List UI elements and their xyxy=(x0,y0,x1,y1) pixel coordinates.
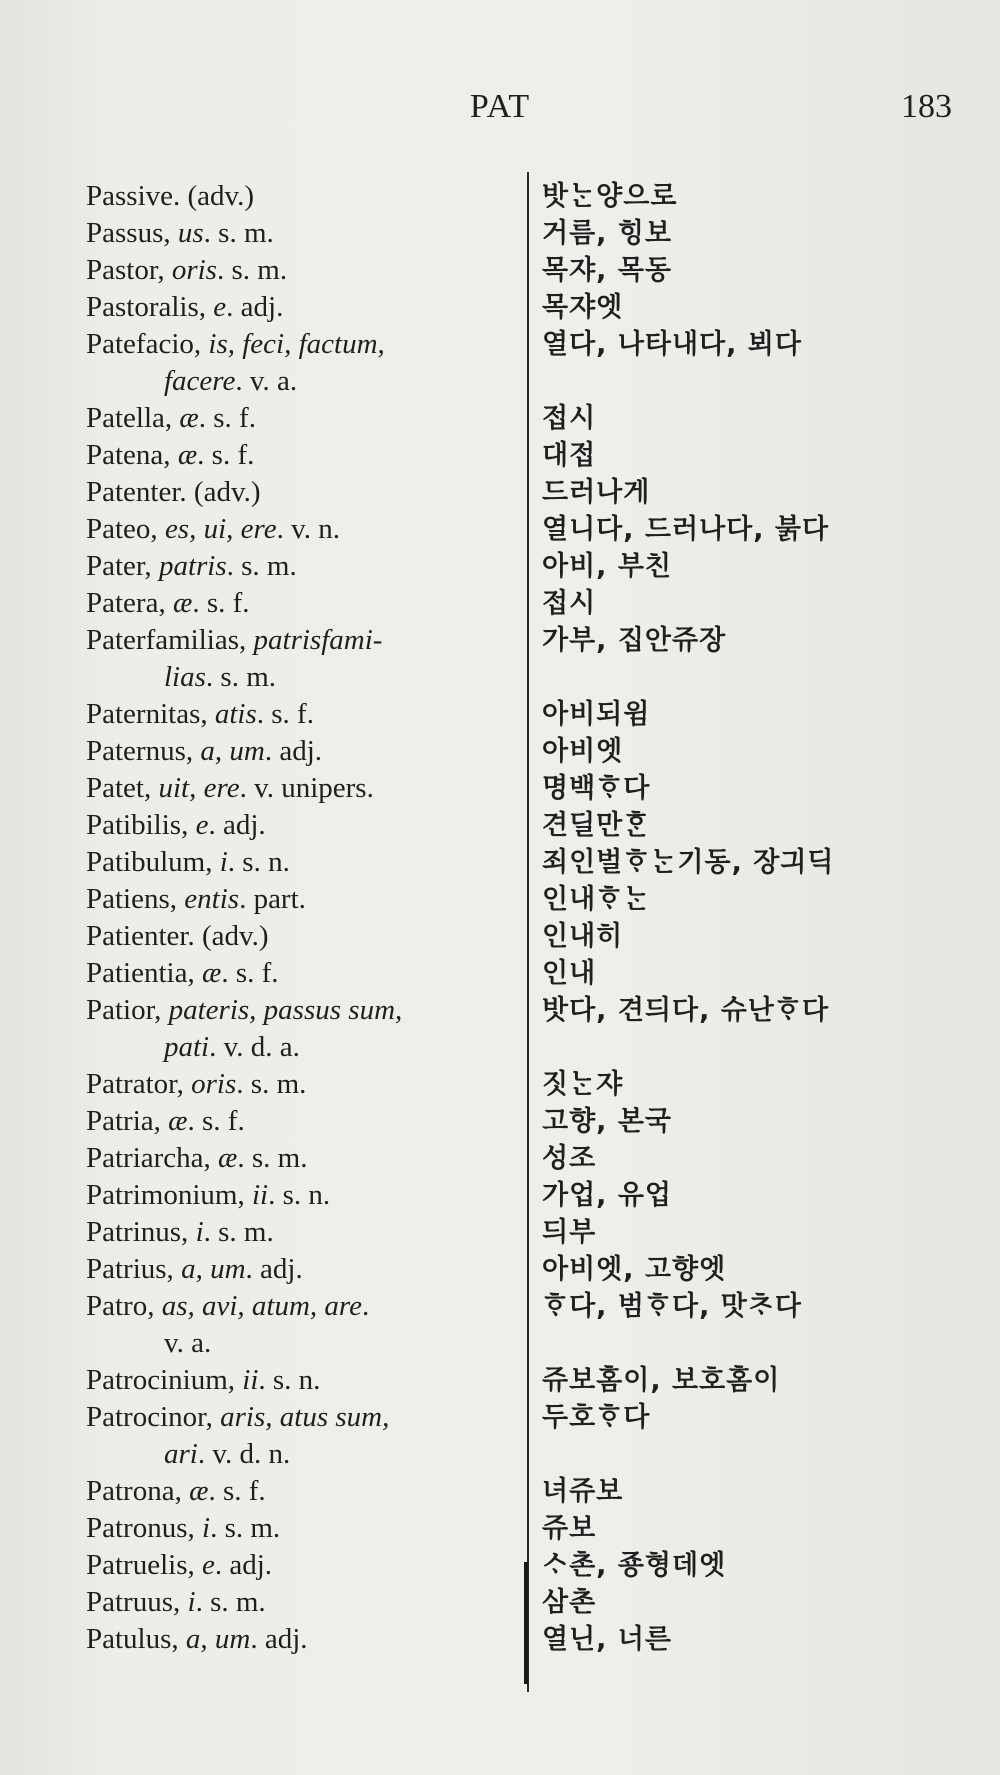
latin-headword-line xyxy=(86,807,518,844)
grammar-label: . s. n. xyxy=(258,1364,321,1396)
latin-headword-line xyxy=(86,474,518,511)
dictionary-entry xyxy=(0,1547,1000,1584)
inflection: oris xyxy=(191,1068,237,1100)
headword: Patella, xyxy=(86,402,180,434)
korean-definition: 인내히 xyxy=(542,921,624,952)
dictionary-entry xyxy=(0,844,1000,881)
inflection: us xyxy=(177,217,204,249)
dictionary-entry xyxy=(0,733,1000,770)
korean-definition: 인내ᄒᆞᄂᆞᆫ xyxy=(542,884,651,915)
latin-headword-line xyxy=(86,1473,518,1510)
grammar-label: (adv.) xyxy=(186,476,261,508)
headword: Patro, xyxy=(86,1290,162,1322)
grammar-label: . v. a. xyxy=(235,365,298,397)
korean-definition: 듸부 xyxy=(542,1217,597,1248)
korean-definition: 아비엣 xyxy=(542,736,624,767)
korean-definition: 명백ᄒᆞ다 xyxy=(542,773,651,804)
inflection: lias xyxy=(164,661,206,693)
inflection: a, um xyxy=(185,1623,251,1655)
latin-headword-line xyxy=(86,252,518,289)
inflection: e xyxy=(213,291,227,323)
inflection: atis xyxy=(214,698,257,730)
latin-headword-line xyxy=(86,770,518,807)
headword: Patena, xyxy=(86,439,178,471)
latin-headword-line xyxy=(86,326,518,400)
grammar-label: . s. m. xyxy=(237,1142,308,1174)
inflection: ii xyxy=(251,1179,269,1211)
grammar-label: . s. f. xyxy=(197,439,255,471)
korean-definition: 짓ᄂᆞᆫ쟈 xyxy=(542,1069,624,1100)
dictionary-entry xyxy=(0,289,1000,326)
dictionary-entry xyxy=(0,955,1000,992)
headword: Patrius, xyxy=(86,1253,182,1285)
latin-headword-line xyxy=(86,1066,518,1103)
dictionary-entry xyxy=(0,474,1000,511)
headword: Pastor, xyxy=(86,254,172,286)
grammar-label: . s. m. xyxy=(203,217,274,249)
grammar-label: (adv.) xyxy=(194,920,269,952)
headword: Patrimonium, xyxy=(86,1179,252,1211)
headword: Patibulum, xyxy=(86,846,220,878)
latin-headword-line xyxy=(86,1399,518,1473)
grammar-label: . adj. xyxy=(214,1549,273,1581)
headword: Patria, xyxy=(86,1105,169,1137)
grammar-label: . v. unipers. xyxy=(239,772,374,804)
korean-definition: 밧다, 견듸다, 슈난ᄒᆞ다 xyxy=(542,995,830,1026)
dictionary-entry xyxy=(0,881,1000,918)
dictionary-entry xyxy=(0,585,1000,622)
grammar-label: . adj. xyxy=(264,735,323,767)
inflection: oris xyxy=(171,254,217,286)
inflection: æ xyxy=(172,587,193,619)
latin-headword-line xyxy=(86,511,518,548)
dictionary-entry xyxy=(0,1251,1000,1288)
inflection: e xyxy=(195,809,209,841)
latin-headword-line xyxy=(86,955,518,992)
running-head: PAT xyxy=(469,88,531,125)
grammar-label: . s. m. xyxy=(205,661,276,693)
dictionary-entry xyxy=(0,622,1000,696)
dictionary-entry xyxy=(0,807,1000,844)
latin-headword-line xyxy=(86,178,518,215)
headword: Patefacio, xyxy=(86,328,209,360)
grammar-label: . s. f. xyxy=(192,587,250,619)
grammar-label: v. a. xyxy=(164,1327,212,1359)
latin-headword-line xyxy=(86,1214,518,1251)
grammar-label: . s. f. xyxy=(208,1475,266,1507)
korean-definition: 가업, 유업 xyxy=(542,1180,672,1211)
latin-headword-line xyxy=(86,918,518,955)
headword: Patibilis, xyxy=(86,809,196,841)
korean-definition: ᄒᆞ다, 범ᄒᆞ다, 맛ᄎᆞ다 xyxy=(542,1291,802,1322)
inflection: ari xyxy=(164,1438,198,1470)
headword-continuation xyxy=(86,363,518,400)
dictionary-entry xyxy=(0,696,1000,733)
latin-headword-line xyxy=(86,1510,518,1547)
korean-definition: 두호ᄒᆞ다 xyxy=(542,1402,651,1433)
headword: Patiens, xyxy=(86,883,185,915)
inflection: pati xyxy=(164,1031,210,1063)
dictionary-entry xyxy=(0,1510,1000,1547)
inflection: facere xyxy=(164,365,236,397)
inflection: patris xyxy=(158,550,227,582)
korean-definition: 열다, 나타내다, 뵈다 xyxy=(542,329,802,360)
headword: Pastoralis, xyxy=(86,291,214,323)
latin-headword-line xyxy=(86,881,518,918)
dictionary-entry xyxy=(0,437,1000,474)
headword: Patera, xyxy=(86,587,173,619)
korean-definition: 열니다, 드러나다, 붉다 xyxy=(542,514,830,545)
grammar-label: . s. f. xyxy=(256,698,314,730)
inflection: æ xyxy=(201,957,222,989)
headword: Patronus, xyxy=(86,1512,202,1544)
headword-continuation xyxy=(86,1029,518,1066)
grammar-label: . adj. xyxy=(250,1623,308,1655)
headword: Patruelis, xyxy=(86,1549,202,1581)
inflection: æ xyxy=(218,1142,238,1174)
dictionary-entry xyxy=(0,1214,1000,1251)
korean-definition: 아비, 부친 xyxy=(542,551,672,582)
grammar-label: . s. m. xyxy=(195,1586,266,1618)
grammar-label: . s. m. xyxy=(226,550,297,582)
grammar-label: . v. n. xyxy=(276,513,340,545)
dictionary-entry xyxy=(0,215,1000,252)
inflection: æ xyxy=(177,439,198,471)
dictionary-entry xyxy=(0,992,1000,1066)
inflection: es, ui, ere xyxy=(164,513,277,545)
inflection: entis xyxy=(184,883,240,915)
latin-headword-line xyxy=(86,1177,518,1214)
dictionary-entry xyxy=(0,770,1000,807)
inflection: aris, atus sum, xyxy=(220,1401,390,1433)
dictionary-entry xyxy=(0,918,1000,955)
latin-headword-line xyxy=(86,1251,518,1288)
latin-headword-line xyxy=(86,1547,518,1584)
latin-headword-line xyxy=(86,1362,518,1399)
latin-headword-line xyxy=(86,1103,518,1140)
inflection: patrisfami- xyxy=(253,624,383,656)
korean-definition: 목쟈엣 xyxy=(542,292,624,323)
grammar-label: . v. d. a. xyxy=(209,1031,300,1063)
korean-definition: 성조 xyxy=(542,1143,597,1174)
korean-definition: 죄인벌ᄒᆞᄂᆞᆫ기동, 장긔딕 xyxy=(542,847,835,878)
grammar-label: . s. m. xyxy=(236,1068,307,1100)
headword: Patenter. xyxy=(86,476,187,508)
korean-definition: 녀쥬보 xyxy=(542,1476,624,1507)
entry-list xyxy=(0,178,1000,1658)
grammar-label: . v. d. n. xyxy=(197,1438,291,1470)
korean-definition: ᄉᆞ촌, 죵형데엣 xyxy=(542,1550,727,1581)
dictionary-entry xyxy=(0,1584,1000,1621)
korean-definition: 쥬보 xyxy=(542,1513,597,1544)
korean-definition: 가부, 집안쥬장 xyxy=(542,625,727,656)
dictionary-entry xyxy=(0,1103,1000,1140)
inflection: uit, ere xyxy=(158,772,240,804)
korean-definition: 열닌, 너른 xyxy=(542,1624,672,1655)
latin-headword-line xyxy=(86,585,518,622)
latin-headword-line xyxy=(86,1621,518,1658)
inflection: i xyxy=(219,846,228,878)
grammar-label: . adj. xyxy=(245,1253,303,1285)
inflection: e xyxy=(202,1549,215,1581)
grammar-label: . s. n. xyxy=(227,846,290,878)
korean-definition: 대접 xyxy=(542,440,597,471)
inflection: æ xyxy=(189,1475,209,1507)
inflection: a, um xyxy=(181,1253,246,1285)
grammar-label: . adj. xyxy=(226,291,284,323)
inflection: æ xyxy=(168,1105,188,1137)
grammar-label: . adj. xyxy=(208,809,266,841)
latin-headword-line xyxy=(86,622,518,696)
dictionary-entry xyxy=(0,326,1000,400)
inflection: pateris, passus sum, xyxy=(168,994,403,1026)
grammar-label: . s. m. xyxy=(203,1216,274,1248)
headword: Passus, xyxy=(86,217,178,249)
page-number: 183 xyxy=(901,88,952,125)
headword: Patienter. xyxy=(86,920,195,952)
latin-headword-line xyxy=(86,844,518,881)
dictionary-entry xyxy=(0,1288,1000,1362)
dictionary-entry xyxy=(0,1140,1000,1177)
grammar-label: . s. n. xyxy=(268,1179,331,1211)
dictionary-entry xyxy=(0,1399,1000,1473)
headword: Paternus, xyxy=(86,735,201,767)
grammar-label: . s. f. xyxy=(187,1105,245,1137)
korean-definition: 드러나게 xyxy=(542,477,651,508)
inflection: ii xyxy=(242,1364,259,1396)
headword: Patet, xyxy=(86,772,159,804)
korean-definition: 삼촌 xyxy=(542,1587,597,1618)
headword: Patriarcha, xyxy=(86,1142,219,1174)
dictionary-entry xyxy=(0,178,1000,215)
korean-definition: 아비엣, 고향엣 xyxy=(542,1254,727,1285)
dictionary-entry xyxy=(0,400,1000,437)
headword: Pateo, xyxy=(86,513,165,545)
inflection: is, feci, factum, xyxy=(208,328,385,360)
headword-continuation xyxy=(86,1436,518,1473)
headword: Patrinus, xyxy=(86,1216,196,1248)
headword-continuation xyxy=(86,1325,518,1362)
dictionary-entry xyxy=(0,1621,1000,1658)
headword: Pater, xyxy=(86,550,159,582)
latin-headword-line xyxy=(86,733,518,770)
headword: Patruus, xyxy=(86,1586,188,1618)
korean-definition: 아비되윔 xyxy=(542,699,651,730)
grammar-label: . s. f. xyxy=(221,957,279,989)
korean-definition: 목쟈, 목동 xyxy=(542,255,672,286)
dictionary-entry xyxy=(0,1362,1000,1399)
korean-definition: 접시 xyxy=(542,403,597,434)
korean-definition: 거름, 힝보 xyxy=(542,218,672,249)
grammar-label: . s. m. xyxy=(210,1512,281,1544)
inflection: i xyxy=(195,1216,204,1248)
headword: Passive. xyxy=(86,180,181,212)
grammar-label: . xyxy=(362,1290,370,1322)
korean-definition: 쥬보홈이, 보호홈이 xyxy=(542,1365,781,1396)
headword: Patientia, xyxy=(86,957,202,989)
dictionary-entry xyxy=(0,511,1000,548)
latin-headword-line xyxy=(86,992,518,1066)
grammar-label: . s. m. xyxy=(216,254,288,286)
latin-headword-line xyxy=(86,215,518,252)
inflection: i xyxy=(187,1586,196,1618)
korean-definition: 고향, 본국 xyxy=(542,1106,672,1137)
dictionary-entry xyxy=(0,548,1000,585)
latin-headword-line xyxy=(86,289,518,326)
headword: Patior, xyxy=(86,994,169,1026)
grammar-label: . s. f. xyxy=(198,402,256,434)
headword: Patrocinor, xyxy=(86,1401,221,1433)
korean-definition: 견딜만ᄒᆞᆫ xyxy=(542,810,651,841)
headword-continuation xyxy=(86,659,518,696)
latin-headword-line xyxy=(86,696,518,733)
latin-headword-line xyxy=(86,548,518,585)
dictionary-entry xyxy=(0,1473,1000,1510)
dictionary-entry xyxy=(0,252,1000,289)
korean-definition: 접시 xyxy=(542,588,597,619)
headword: Patrator, xyxy=(86,1068,192,1100)
grammar-label: (adv.) xyxy=(180,180,255,212)
korean-definition: 밧ᄂᆞᆫ양으로 xyxy=(542,181,678,212)
latin-headword-line xyxy=(86,1140,518,1177)
inflection: as, avi, atum, are xyxy=(161,1290,363,1322)
dictionary-entry xyxy=(0,1177,1000,1214)
dictionary-entry xyxy=(0,1066,1000,1103)
latin-headword-line xyxy=(86,1288,518,1362)
inflection: a, um xyxy=(200,735,265,767)
headword: Paternitas, xyxy=(86,698,215,730)
headword: Patrona, xyxy=(86,1475,190,1507)
latin-headword-line xyxy=(86,1584,518,1621)
headword: Paterfamilias, xyxy=(86,624,254,656)
latin-headword-line xyxy=(86,437,518,474)
korean-definition: 인내 xyxy=(542,958,597,989)
headword: Patulus, xyxy=(86,1623,186,1655)
inflection: i xyxy=(202,1512,211,1544)
latin-headword-line xyxy=(86,400,518,437)
headword: Patrocinium, xyxy=(86,1364,243,1396)
inflection: æ xyxy=(179,402,199,434)
grammar-label: . part. xyxy=(239,883,306,915)
